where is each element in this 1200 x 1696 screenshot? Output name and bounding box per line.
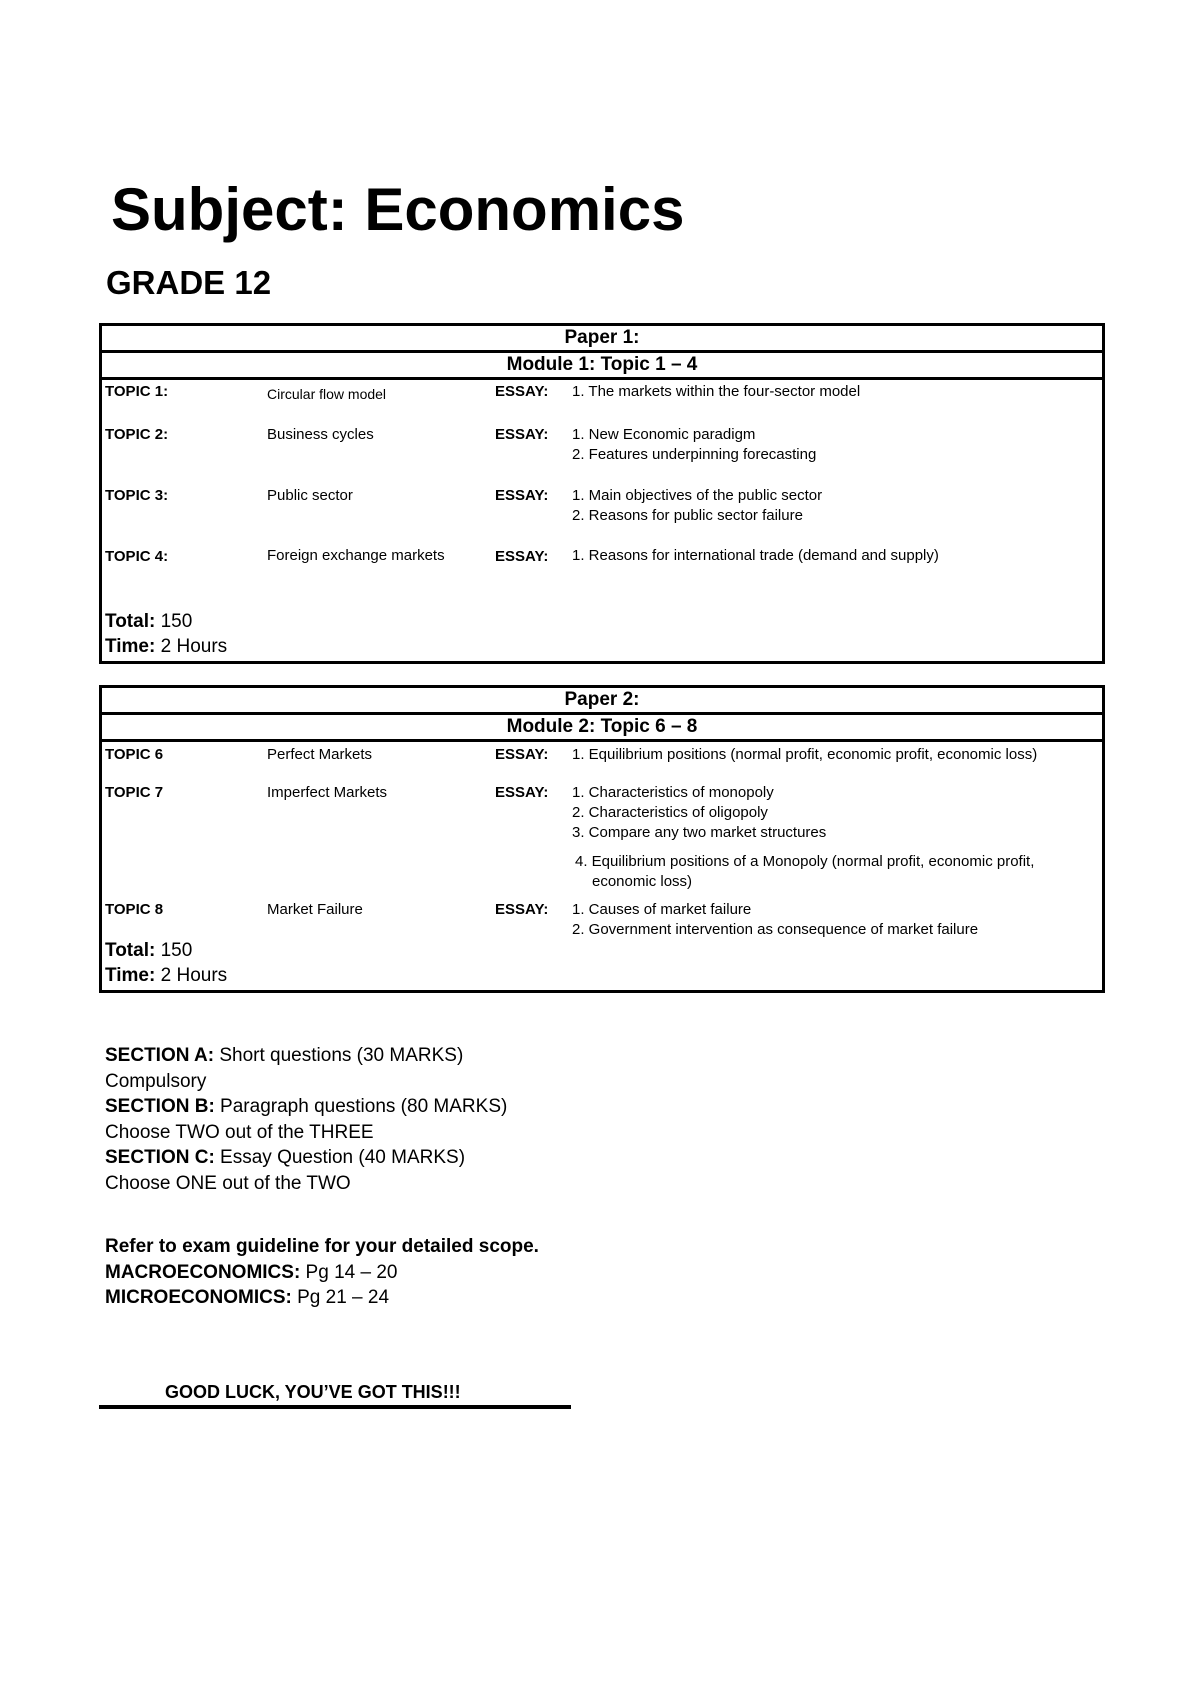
section-a-note: Compulsory: [105, 1070, 207, 1092]
section-c-note: Choose ONE out of the TWO: [105, 1172, 351, 1194]
essay-item: 1. Main objectives of the public sector: [572, 487, 823, 504]
essay-items: [572, 425, 1092, 465]
paper-1-box: [99, 323, 1105, 664]
section-c-label: SECTION C:: [105, 1147, 215, 1168]
good-luck-banner: [99, 1380, 571, 1409]
essay-item: 2. Features underpinning forecasting: [572, 446, 817, 463]
section-a-text: Short questions (30 MARKS): [214, 1045, 464, 1066]
section-c-line: [105, 1145, 507, 1171]
paper-1-totals: [105, 609, 227, 659]
essay-item: 2. Reasons for public sector failure: [572, 507, 803, 524]
essay-items: [572, 900, 1092, 940]
essay-item: 1. Causes of market failure: [572, 901, 752, 918]
essay-items: [572, 382, 1092, 402]
reference-block: [105, 1234, 539, 1311]
essay-label: ESSAY:: [495, 901, 549, 918]
macro-line: [105, 1260, 539, 1286]
topic-name: Foreign exchange markets: [267, 547, 445, 564]
section-a-line: [105, 1043, 507, 1069]
topic-name: Public sector: [267, 487, 353, 504]
total-line: [105, 609, 227, 634]
essay-label: ESSAY:: [495, 784, 549, 801]
section-c-text: Essay Question (40 MARKS): [214, 1147, 466, 1168]
refer-note: Refer to exam guideline for your detailed scope.: [105, 1236, 539, 1257]
paper-2-totals: [105, 938, 227, 988]
micro-label: MICROECONOMICS:: [105, 1287, 292, 1308]
macro-pages: Pg 14 – 20: [300, 1261, 398, 1283]
time-label: Time:: [105, 636, 156, 657]
section-b-text: Paragraph questions (80 MARKS): [214, 1096, 508, 1117]
essay-items: [572, 745, 1092, 765]
essay-items: [572, 783, 1092, 892]
essay-item: 3. Compare any two market structures: [572, 824, 827, 841]
essay-label: ESSAY:: [495, 746, 549, 763]
paper-2-module: Module 2: Topic 6 – 8: [102, 715, 1102, 742]
document-title: Subject: Economics: [111, 176, 685, 243]
paper-2-title: Paper 2:: [102, 688, 1102, 715]
essay-label: ESSAY:: [495, 383, 549, 400]
section-b-note: Choose TWO out of the THREE: [105, 1121, 374, 1143]
topic-label: TOPIC 4:: [105, 548, 169, 565]
micro-pages: Pg 21 – 24: [291, 1287, 390, 1308]
essay-label: ESSAY:: [495, 548, 549, 565]
topic-name: Imperfect Markets: [267, 784, 388, 801]
time-value: 2 Hours: [155, 636, 228, 657]
total-value: 150: [155, 611, 193, 632]
essay-items: [572, 486, 1092, 526]
essay-item: 1. Equilibrium positions (normal profit, economic profit, economic loss): [572, 746, 1038, 763]
grade-heading: GRADE 12: [106, 264, 272, 301]
sections-block: [105, 1043, 507, 1196]
essay-item: 1. The markets within the four-sector model: [572, 383, 861, 400]
total-label: Total:: [105, 611, 156, 632]
topic-name: Market Failure: [267, 901, 363, 918]
topic-label: TOPIC 2:: [105, 426, 169, 443]
topic-label: TOPIC 7: [105, 784, 164, 801]
essay-item: 1. Characteristics of monopoly: [572, 784, 774, 801]
time-value: 2 Hours: [155, 965, 228, 986]
total-line: [105, 938, 227, 963]
section-a-label: SECTION A:: [105, 1045, 215, 1066]
essay-item: 1. Reasons for international trade (demand and supply): [572, 547, 939, 564]
topic-name: Perfect Markets: [267, 746, 373, 763]
essay-items: [572, 546, 1092, 566]
micro-line: [105, 1285, 539, 1311]
time-line: [105, 963, 227, 988]
topic-label: TOPIC 8: [105, 901, 164, 918]
essay-label: ESSAY:: [495, 426, 549, 443]
good-luck-text: GOOD LUCK, YOU’VE GOT THIS!!!: [165, 1382, 461, 1402]
essay-item: economic loss): [592, 873, 693, 890]
essay-item: 4. Equilibrium positions of a Monopoly (normal profit, economic profit,: [575, 853, 1035, 870]
paper-2-box: [99, 685, 1105, 993]
topic-label: TOPIC 6: [105, 746, 164, 763]
total-label: Total:: [105, 940, 156, 961]
total-value: 150: [155, 940, 193, 961]
essay-item: 2. Characteristics of oligopoly: [572, 804, 768, 821]
essay-item: 2. Government intervention as consequence of market failure: [572, 921, 979, 938]
topic-name: Business cycles: [267, 426, 374, 443]
topic-label: TOPIC 3:: [105, 487, 169, 504]
section-b-line: [105, 1094, 507, 1120]
paper-1-module: Module 1: Topic 1 – 4: [102, 353, 1102, 380]
essay-label: ESSAY:: [495, 487, 549, 504]
time-label: Time:: [105, 965, 156, 986]
topic-label: TOPIC 1:: [105, 383, 169, 400]
paper-1-title: Paper 1:: [102, 326, 1102, 353]
macro-label: MACROECONOMICS:: [105, 1261, 301, 1283]
time-line: [105, 634, 227, 659]
topic-name: Circular flow model: [267, 386, 387, 402]
essay-item: 1. New Economic paradigm: [572, 426, 756, 443]
section-b-label: SECTION B:: [105, 1096, 215, 1117]
